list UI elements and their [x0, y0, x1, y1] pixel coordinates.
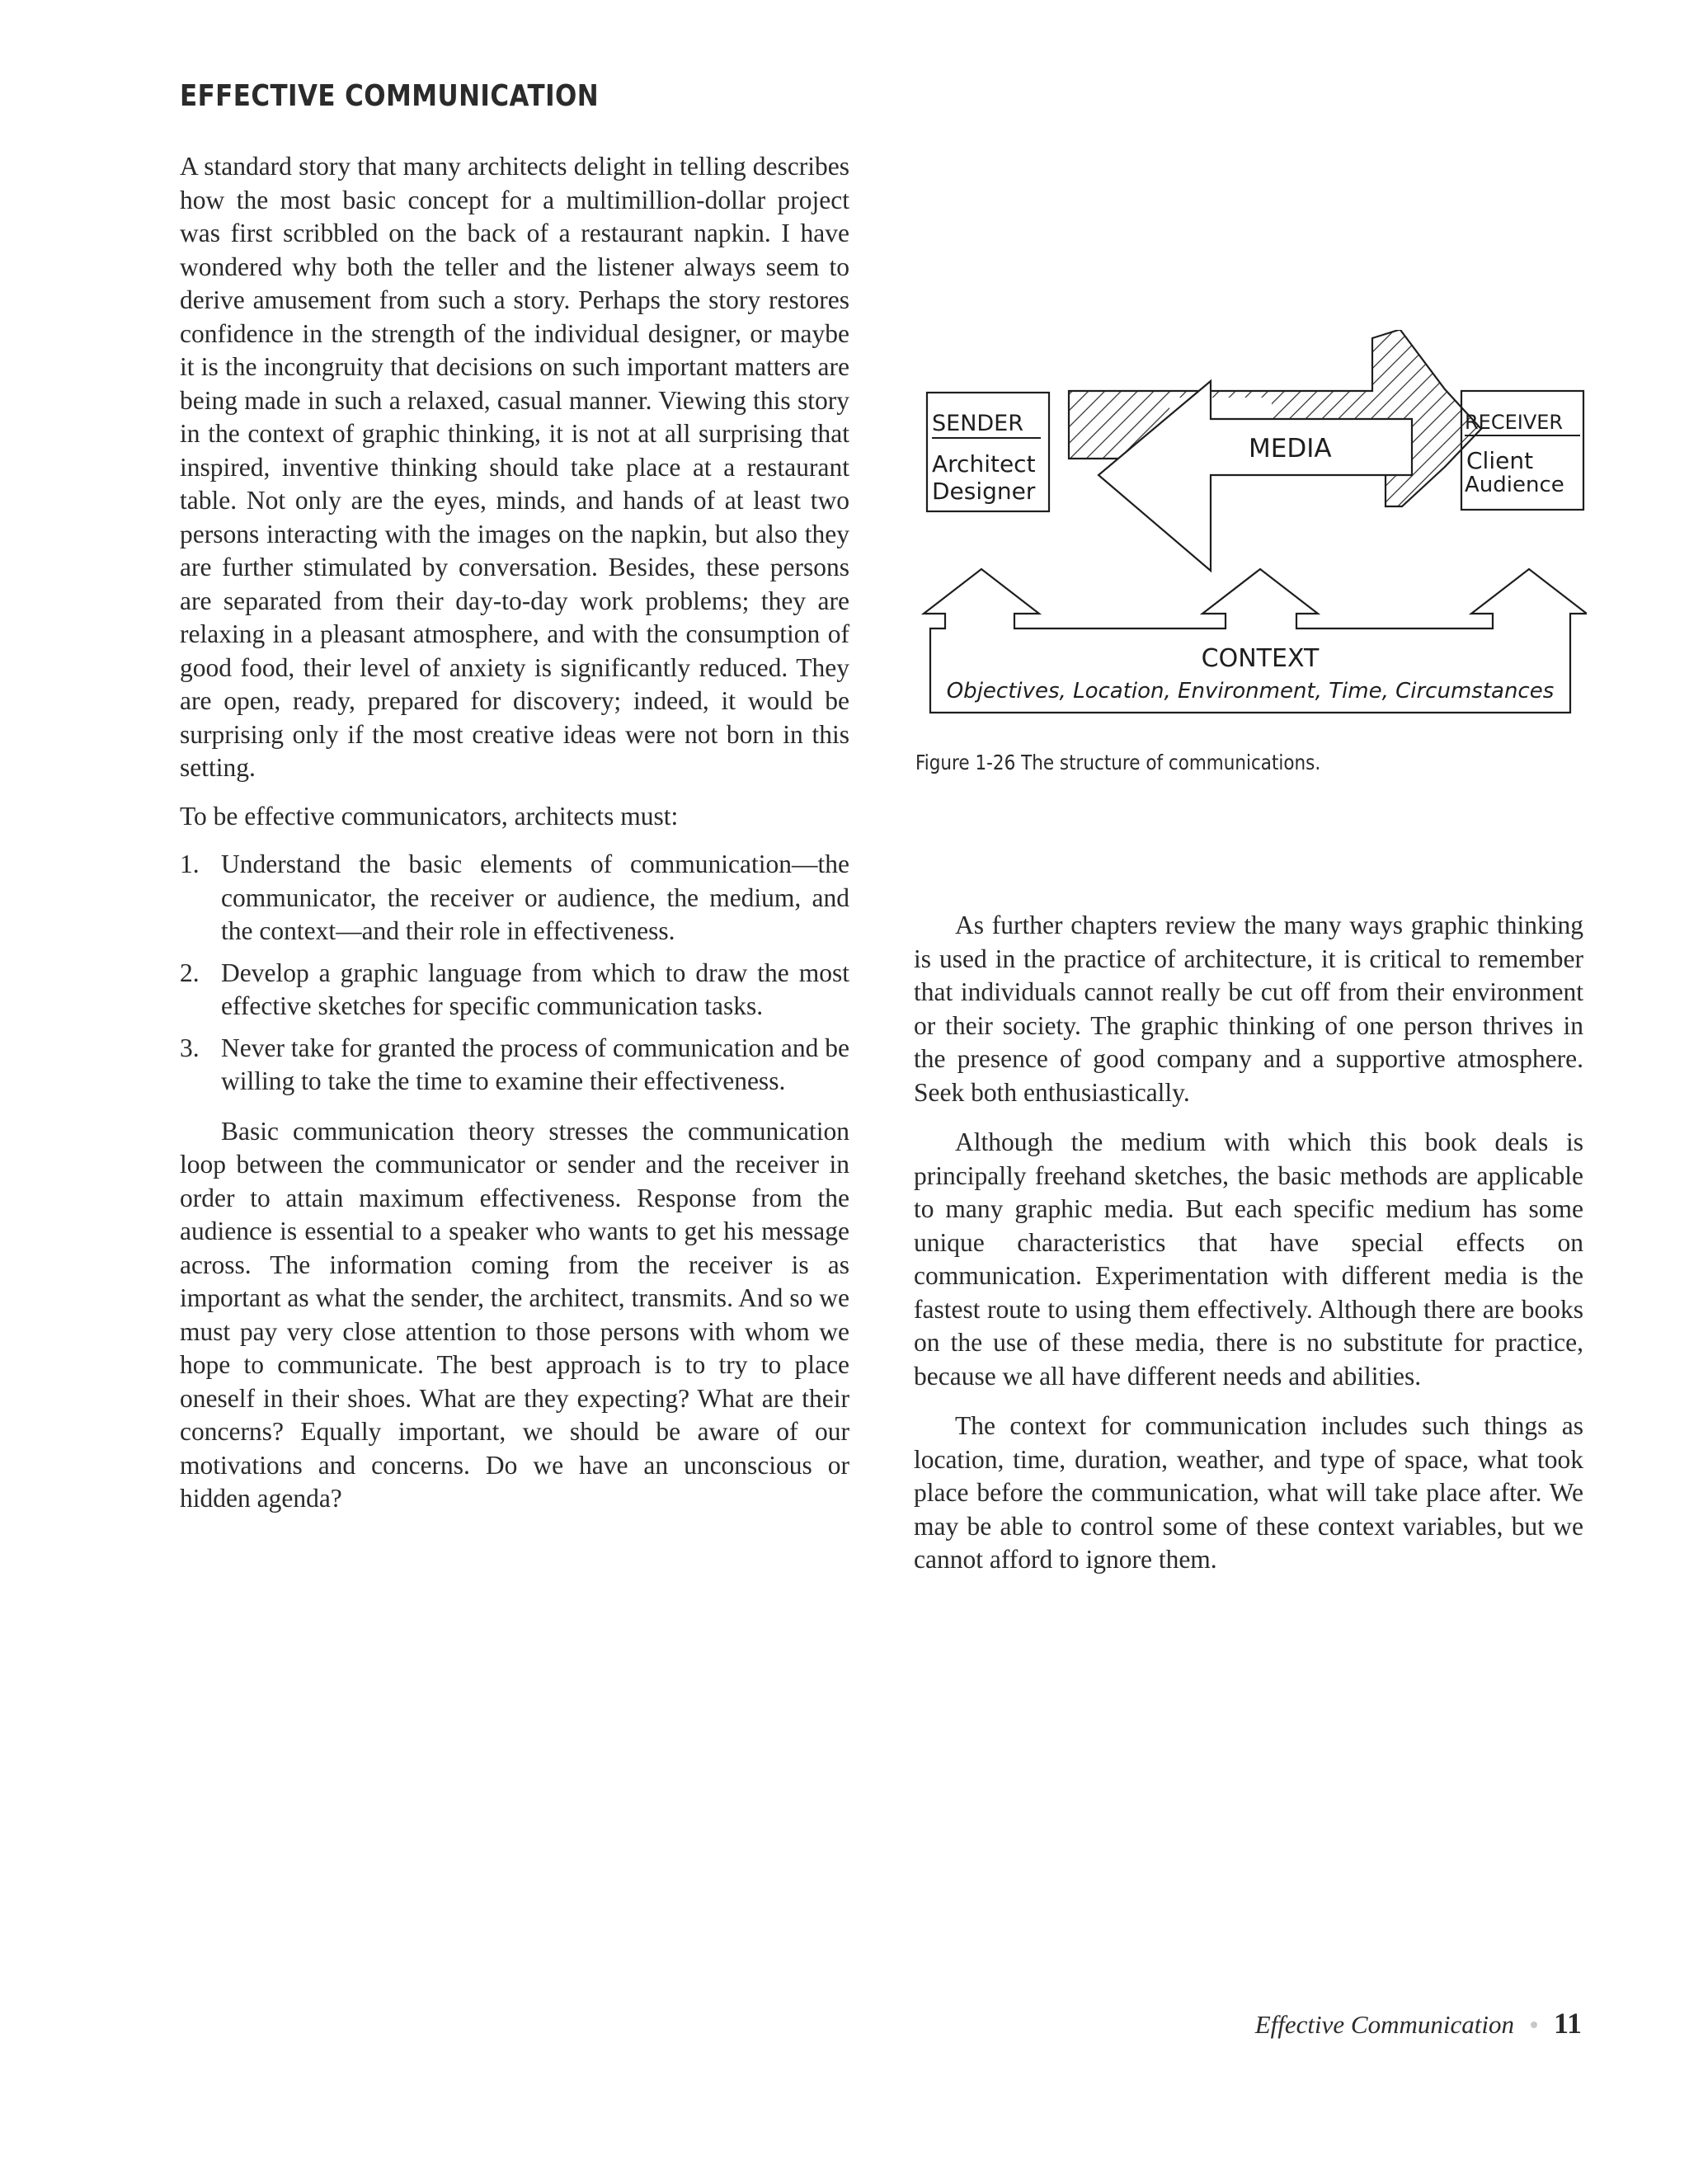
right-paragraph-2: Although the medium with which this book deals is principally freehand sketches, the basic methods are applicable to many graphic media. But each specific medium has some unique characteristics that have special effects on communication. Experimentation with different media is the fastest route to using them effectively. Although there are books on the use of these media, there is no substitute for practice, because we all have different needs and abilities.	[914, 1127, 1583, 1391]
right-paragraph-3: The context for communication includes such things as location, time, duration, weather, and type of space, what took place before the communication, what will take place after. We may be able to control some of these context variables, but we cannot afford to ignore them.	[914, 1411, 1583, 1574]
theory-paragraph: Basic communication theory stresses the communication loop between the communicator or sender and the receiver in order to attain maximum effectiveness. Response from the audience is essential to a speaker who wants to get his message across. The information coming from the receiver is as important as what the sender, the architect, transmits. And so we must pay very close attention to those persons with whom we hope to communicate. The best approach is to try to place oneself in their shoes. What are they expecting? What are their concerns? Equally important, we should be aware of our motivations and concerns. Do we have an unconscious or hidden agenda?	[180, 1116, 849, 1513]
right-paragraph-1: As further chapters review the many ways graphic thinking is used in the practice of architecture, it is critical to remember that individuals cannot really be cut off from their environment or their society. The graphic thinking of one person thrives in the presence of good company and a supportive atmosphere. Seek both enthusiastically.	[914, 911, 1583, 1107]
communication-structure-figure	[920, 330, 1587, 726]
intro-paragraph: A standard story that many architects delight in telling describes how the most basic concept for a multimillion-dollar project was first scribbled on the back of a restaurant napkin. I have wondered why both the teller and the listener always seem to derive amusement from such a story. Perhaps the story restores confidence in the strength of the individual designer, or maybe it is the incongruity that decisions on such important matters are being made in such a relaxed, casual manner. Viewing this story in the context of graphic thinking, it is not at all surprising that inspired, inventive thinking should take place at a restaurant table. Not only are the eyes, minds, and hands of at least two persons interacting with the images on the napkin, but also they are further stimulated by conversation. Besides, these persons are separated from their day-to-day work problems; they are relaxing in a pleasant atmosphere, and with the consumption of good food, their level of anxiety is significantly reduced. They are open, ready, prepared for discovery; indeed, it would be surprising only if the most creative ideas were not born in this setting.	[180, 152, 849, 782]
list-item	[180, 957, 849, 1024]
list-lead: To be effective communicators, architects must:	[180, 801, 679, 831]
right-column	[914, 909, 1583, 1577]
context-title: CONTEXT	[1201, 644, 1320, 673]
page-footer	[1255, 2006, 1582, 2040]
left-column	[180, 150, 849, 1516]
communication-diagram	[920, 330, 1587, 726]
receiver-role-1: Client	[1466, 447, 1534, 474]
receiver-title: RECEIVER	[1465, 411, 1564, 434]
list-item	[180, 848, 849, 948]
sender-title: SENDER	[932, 411, 1024, 436]
receiver-role-2: Audience	[1465, 473, 1564, 497]
running-title: Effective Communication	[1254, 2010, 1514, 2039]
separator-dot-icon	[1531, 2022, 1537, 2028]
list-item-text: Develop a graphic language from which to draw the most effective sketches for specific communication tasks.	[221, 958, 849, 1020]
sender-role-1: Architect	[932, 450, 1036, 478]
list-number: 3.	[180, 1033, 200, 1062]
media-bottom-label: MEDIA	[1249, 434, 1332, 464]
list-number: 1.	[180, 850, 200, 878]
list-number: 2.	[180, 958, 200, 987]
page-number: 11	[1553, 2007, 1582, 2040]
list-item-text: Never take for granted the process of communication and be willing to take the time to examine their effectiveness.	[221, 1033, 849, 1095]
communicator-requirements-list	[180, 848, 849, 1099]
list-item-text: Understand the basic elements of communication—the communicator, the receiver or audience, the medium, and the context—and their role in effectiveness.	[221, 850, 849, 945]
section-heading: EFFECTIVE COMMUNICATION	[180, 79, 600, 113]
sender-role-2: Designer	[932, 478, 1036, 505]
list-item	[180, 1032, 849, 1099]
figure-caption: Figure 1-26 The structure of communications.	[915, 751, 1321, 774]
context-items: Objectives, Location, Environment, Time, Circumstances	[946, 679, 1555, 704]
